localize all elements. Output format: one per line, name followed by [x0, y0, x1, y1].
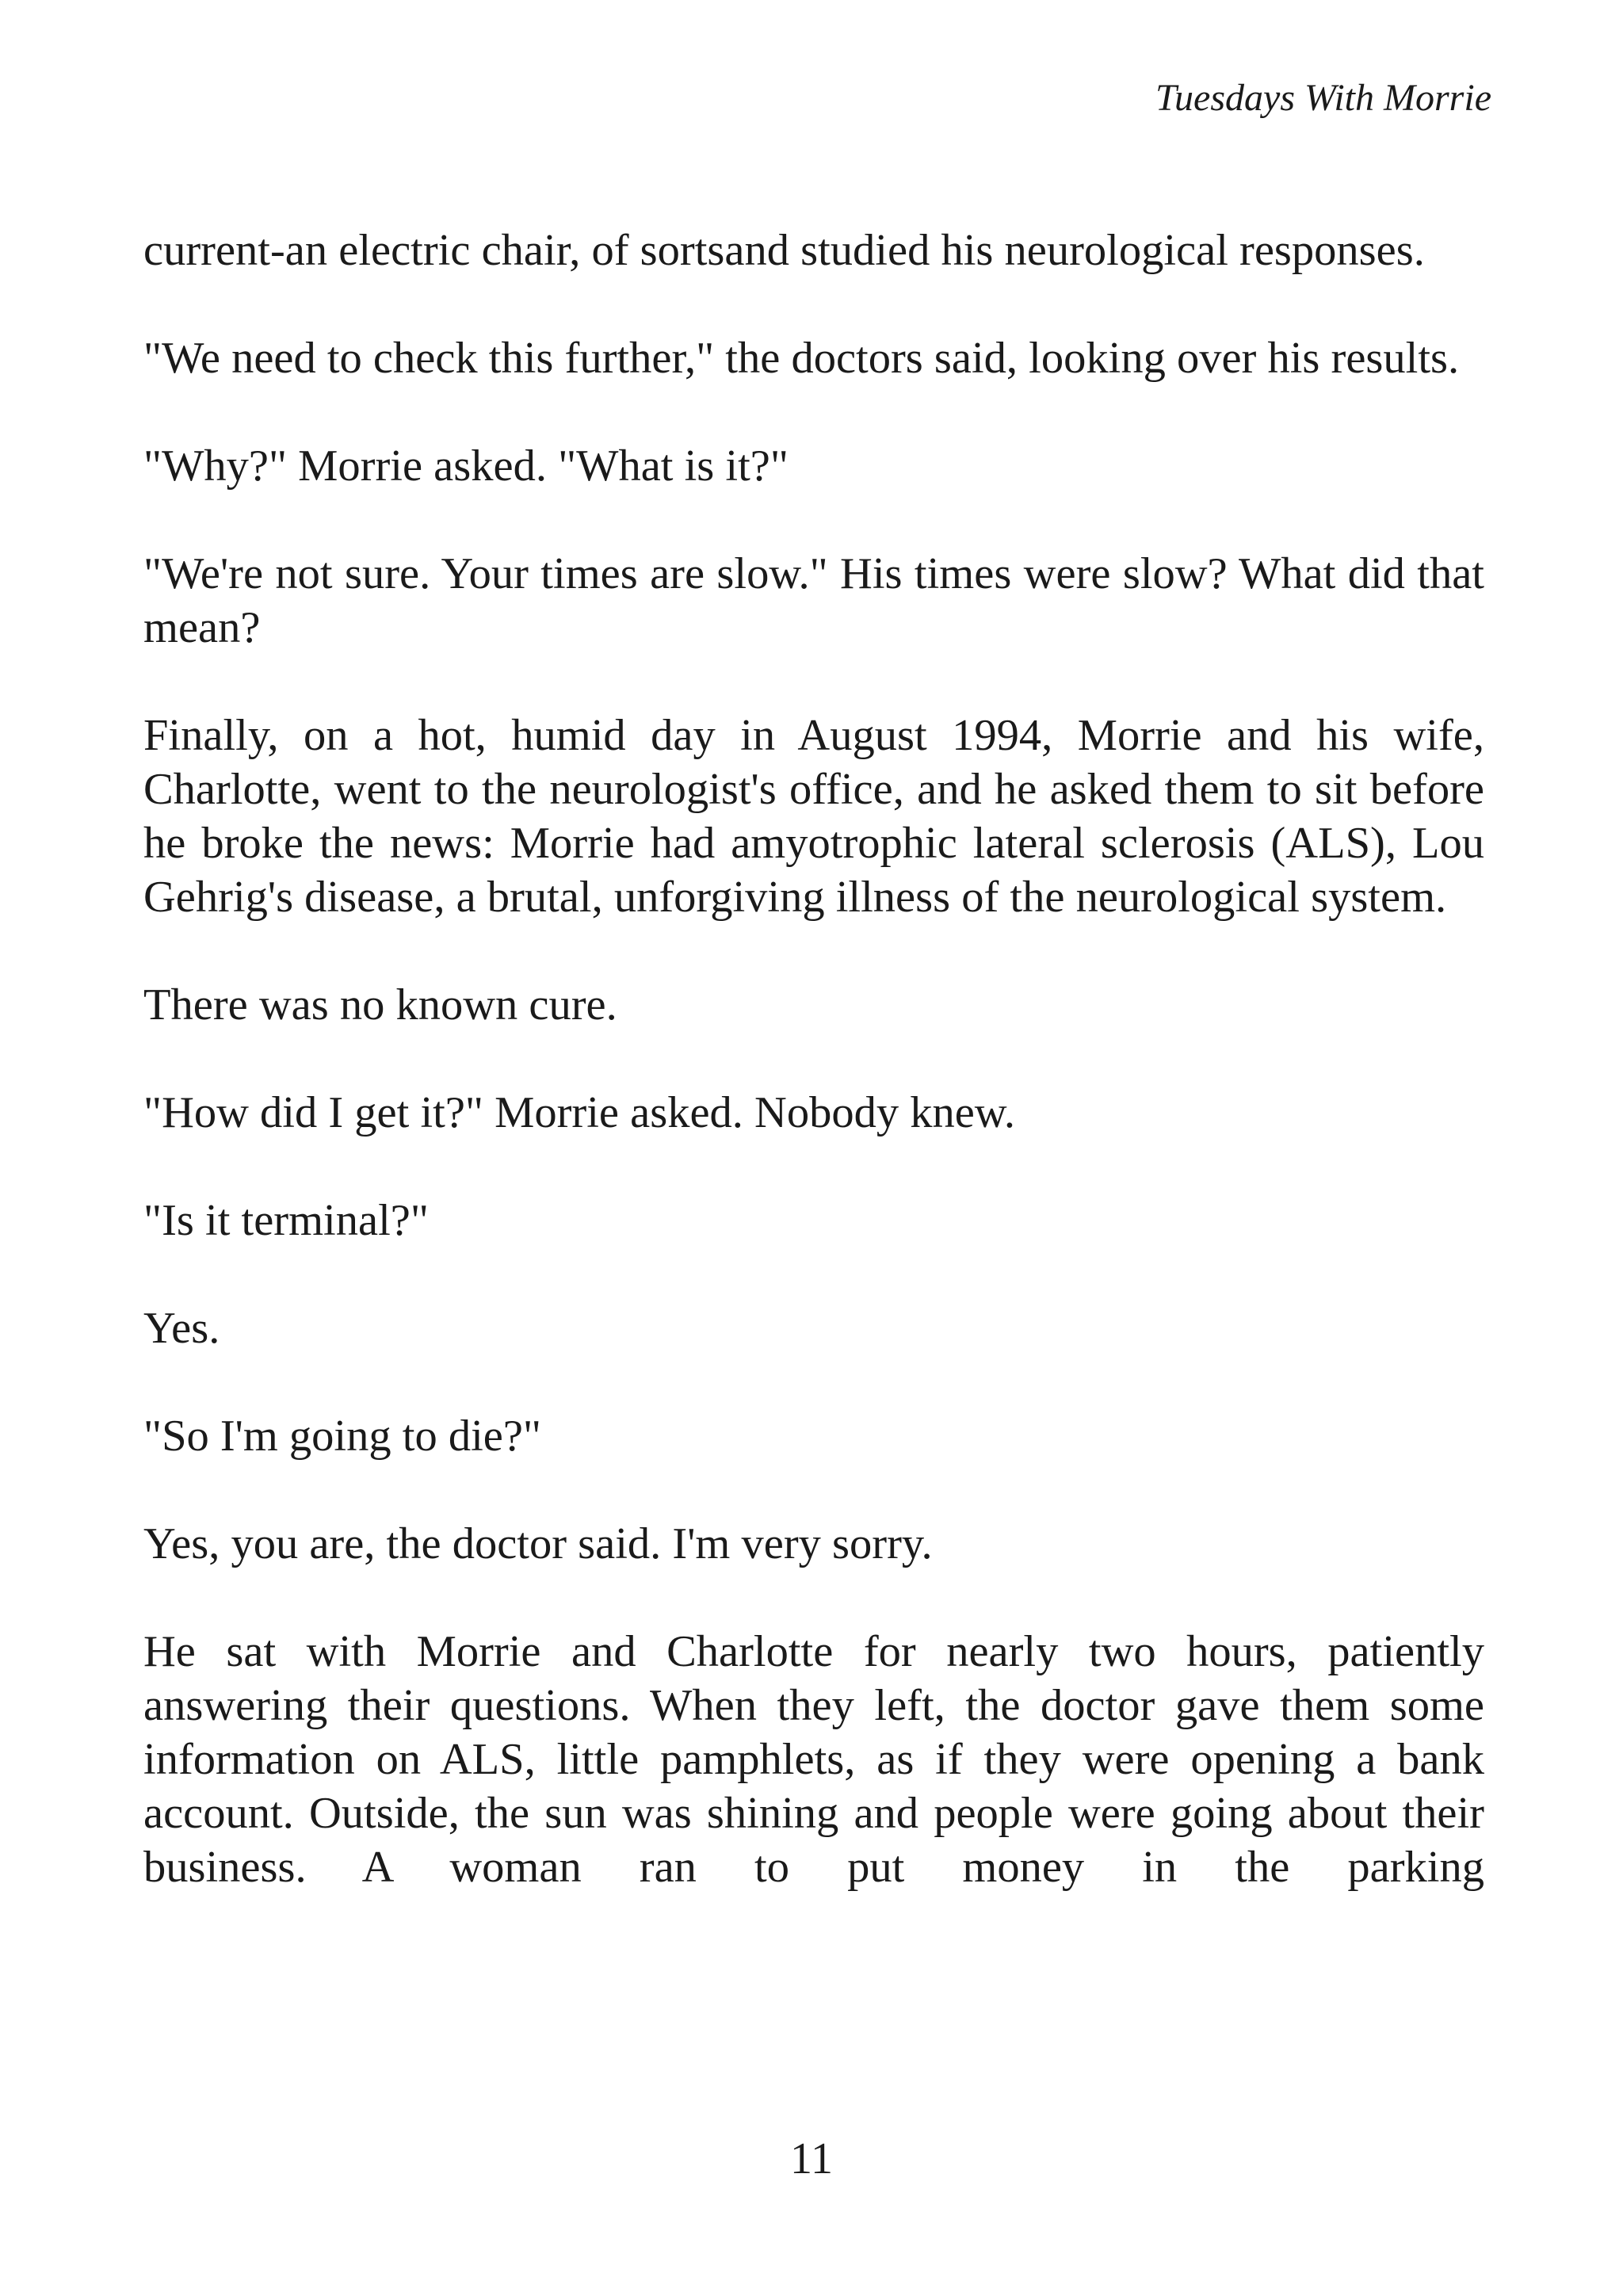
paragraph: "So I'm going to die?" [143, 1412, 541, 1461]
paragraph: "We're not sure. Your times are slow." His times were slow? What did that mean? [143, 549, 1484, 652]
paragraph: Yes. [143, 1304, 220, 1353]
page-number: 11 [790, 2134, 833, 2183]
page-body-text [143, 223, 1484, 1894]
paragraph: He sat with Morrie and Charlotte for nearly two hours, patiently answering their questions. When they left, the doctor gave them some information on ALS, little pamphlets, as if they were opening a bank account. Outside, the sun was shining and people were going about their business. A woman ran to put money in the parking [143, 1627, 1484, 1892]
paragraph: Yes, you are, the doctor said. I'm very sorry. [143, 1519, 933, 1568]
paragraph: "Why?" Morrie asked. "What is it?" [143, 441, 789, 491]
paragraph: Finally, on a hot, humid day in August 1994, Morrie and his wife, Charlotte, went to the neurologist's office, and he asked them to sit before he broke the news: Morrie had amyotrophic lateral sclerosis (ALS), Lou Gehrig's disease, a brutal, unforgiving illness of the neurological system. [143, 711, 1484, 922]
paragraph: current-an electric chair, of sortsand studied his neurological responses. [143, 226, 1425, 275]
paragraph: "How did I get it?" Morrie asked. Nobody knew. [143, 1088, 1016, 1137]
running-header-book-title: Tuesdays With Morrie [1155, 77, 1491, 119]
paragraph: There was no known cure. [143, 980, 617, 1030]
paragraph: "Is it terminal?" [143, 1196, 429, 1245]
paragraph: "We need to check this further," the doctors said, looking over his results. [143, 334, 1460, 383]
